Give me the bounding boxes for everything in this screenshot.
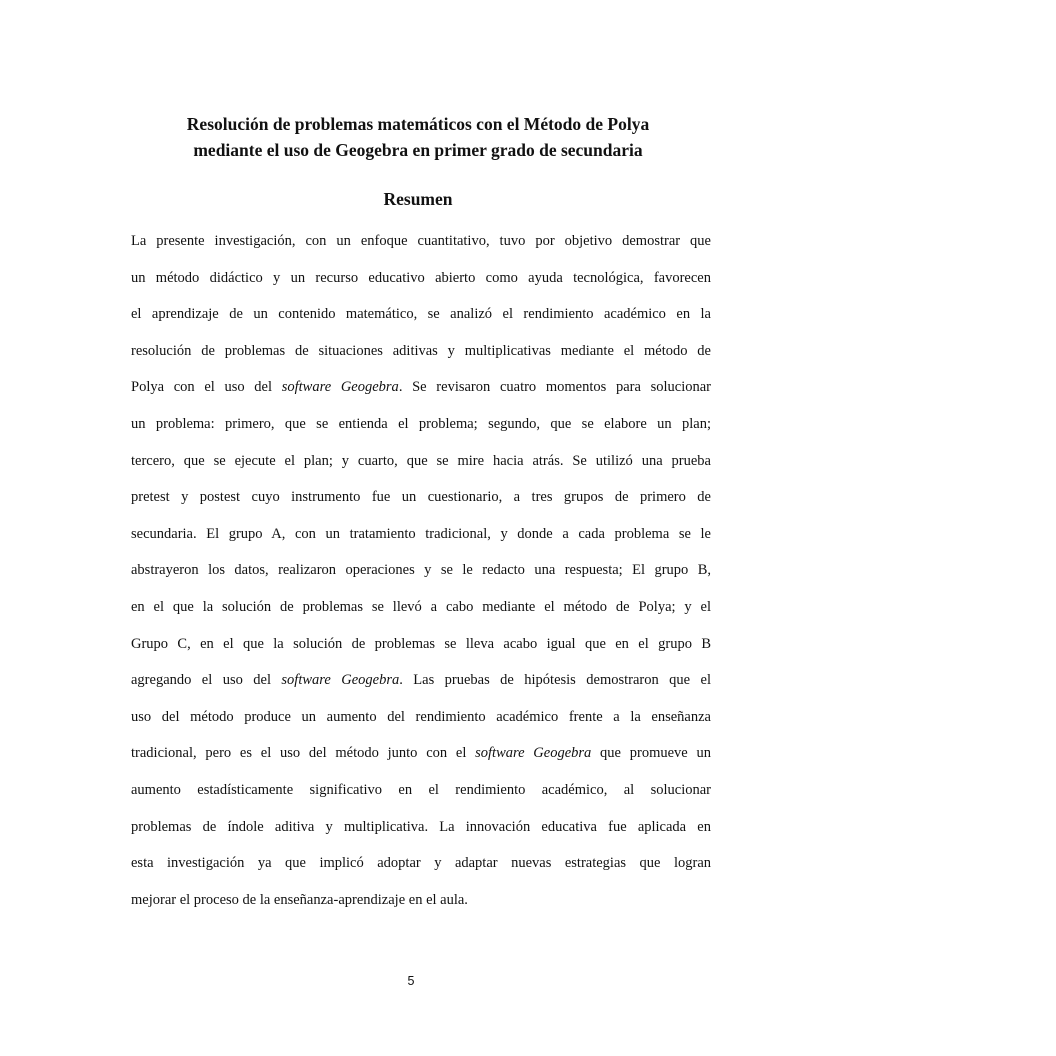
- abstract-text: un problema: primero, que se entienda el problema; segundo, que se elabore un plan;: [131, 415, 711, 432]
- abstract-line: [131, 231, 711, 268]
- abstract-text: mejorar el proceso de la enseñanza-aprendizaje en el aula.: [131, 891, 468, 908]
- abstract-line: [131, 853, 711, 890]
- abstract-text: Polya con el uso del: [131, 379, 282, 396]
- abstract-italic-term: software Geogebra: [475, 745, 592, 762]
- abstract-heading: Resumen: [383, 189, 453, 209]
- abstract-text: La presente investigación, con un enfoque cuantitativo, tuvo por objetivo demostrar que: [131, 233, 711, 249]
- abstract-body: [131, 231, 711, 926]
- abstract-line: [131, 524, 711, 561]
- abstract-text: abstrayeron los datos, realizaron operaciones y se le redacto una respuesta; El grupo B,: [131, 562, 711, 579]
- abstract-text: tercero, que se ejecute el plan; y cuarto, que se mire hacia atrás. Se utilizó una prueba: [131, 452, 711, 469]
- abstract-text: que promueve un: [591, 745, 711, 762]
- abstract-line: [131, 597, 711, 634]
- abstract-line: [131, 341, 711, 378]
- abstract-text: esta investigación ya que implicó adoptar y adaptar nuevas estrategias que logran: [131, 855, 711, 872]
- abstract-text: secundaria. El grupo A, con un tratamiento tradicional, y donde a cada problema se le: [131, 525, 711, 542]
- abstract-line: [131, 304, 711, 341]
- abstract-text: Grupo C, en el que la solución de problemas se lleva acabo igual que en el grupo B: [131, 635, 711, 652]
- abstract-text: pretest y postest cuyo instrumento fue un cuestionario, a tres grupos de primero de: [131, 489, 711, 506]
- abstract-line: [131, 487, 711, 524]
- abstract-line: [131, 890, 711, 927]
- abstract-line: [131, 707, 711, 744]
- abstract-text: el aprendizaje de un contenido matemático, se analizó el rendimiento académico en la: [131, 306, 711, 323]
- abstract-text: uso del método produce un aumento del rendimiento académico frente a la enseñanza: [131, 708, 711, 725]
- abstract-text: tradicional, pero es el uso del método junto con el: [131, 745, 476, 762]
- abstract-text: . Las pruebas de hipótesis demostraron que el: [399, 672, 711, 689]
- abstract-line: [131, 451, 711, 488]
- abstract-line: [131, 634, 711, 671]
- page-number: 5: [407, 974, 415, 988]
- abstract-line: [131, 268, 711, 305]
- abstract-line: [131, 560, 711, 597]
- abstract-line: [131, 780, 711, 817]
- title-line: mediante el uso de Geogebra en primer grado de secundaria: [193, 140, 643, 160]
- abstract-line: [131, 414, 711, 451]
- document-title: [150, 111, 686, 163]
- abstract-text: problemas de índole aditiva y multiplicativa. La innovación educativa fue aplicada en: [131, 818, 711, 835]
- abstract-text: aumento estadísticamente significativo en el rendimiento académico, al solucionar: [131, 781, 711, 798]
- abstract-line: [131, 670, 711, 707]
- abstract-line: [131, 743, 711, 780]
- abstract-text: . Se revisaron cuatro momentos para solucionar: [398, 379, 711, 396]
- abstract-text: un método didáctico y un recurso educativo abierto como ayuda tecnológica, favorecen: [131, 269, 711, 286]
- abstract-italic-term: software Geogebra: [281, 672, 400, 689]
- abstract-line: [131, 817, 711, 854]
- title-line: Resolución de problemas matemáticos con el Método de Polya: [186, 114, 650, 134]
- abstract-italic-term: software Geogebra: [281, 379, 399, 396]
- abstract-text: resolución de problemas de situaciones aditivas y multiplicativas mediante el método de: [131, 342, 711, 359]
- abstract-line: [131, 377, 711, 414]
- abstract-text: en el que la solución de problemas se llevó a cabo mediante el método de Polya; y el: [131, 598, 711, 615]
- abstract-text: agregando el uso del: [131, 672, 282, 689]
